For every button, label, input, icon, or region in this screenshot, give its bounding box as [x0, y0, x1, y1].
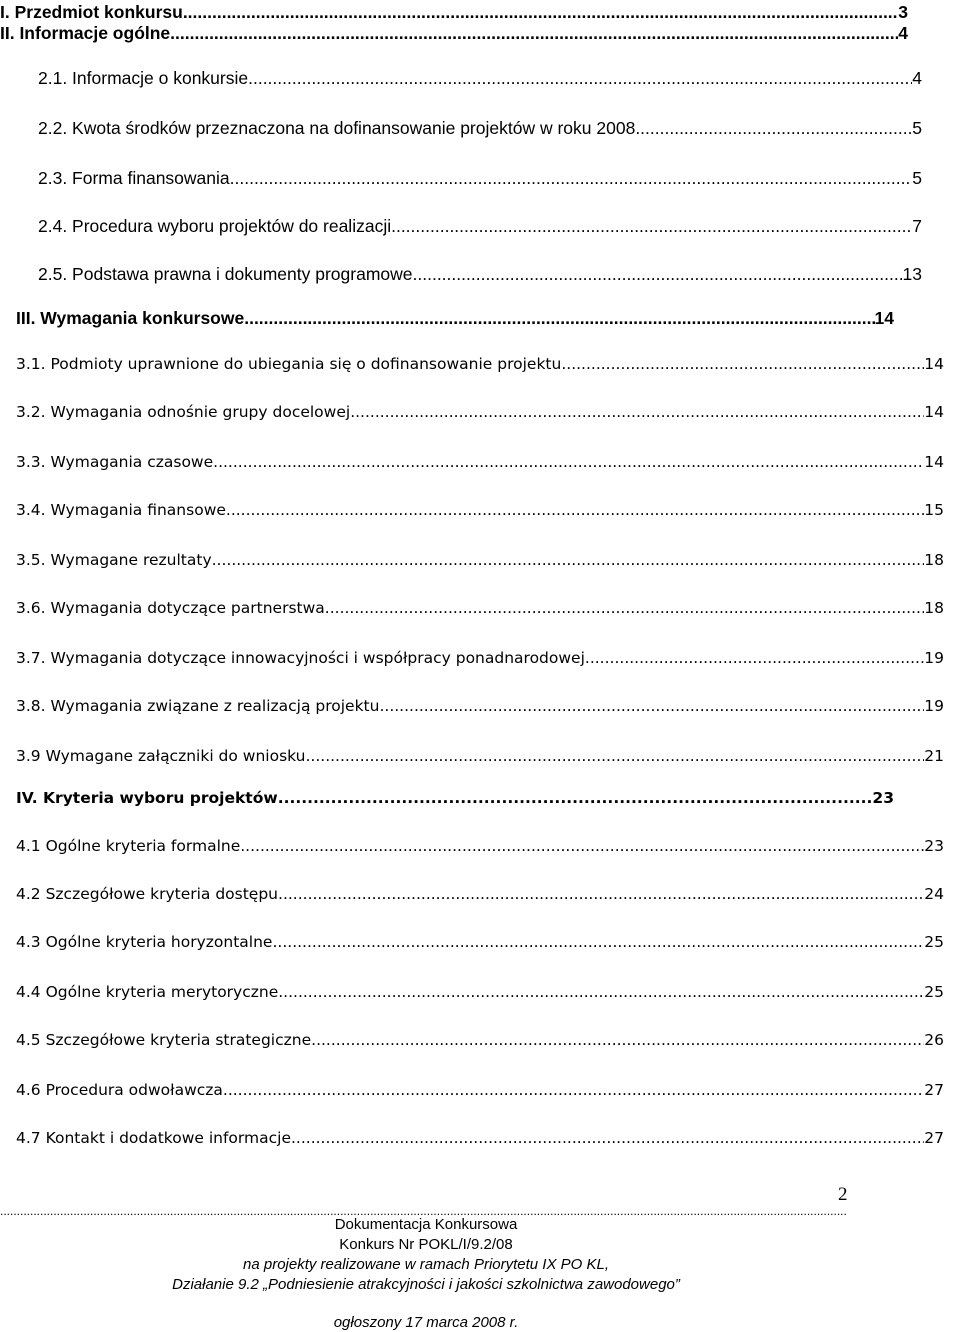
- toc-dot-leader: [272, 930, 924, 954]
- toc-dot-leader: [306, 744, 925, 768]
- page-number: 2: [838, 1184, 848, 1205]
- toc-entry: [16, 548, 944, 572]
- toc-entry-title: II. Informacje ogólne: [0, 23, 171, 43]
- footer-action: Działanie 9.2 „Podniesienie atrakcyjności i jakości szkolnictwa zawodowego”: [172, 1276, 680, 1293]
- toc-dot-leader: [391, 214, 912, 238]
- toc-entry: [38, 166, 922, 190]
- toc-dot-leader: [213, 450, 924, 474]
- toc-entry: [16, 980, 944, 1004]
- toc-entry: [16, 930, 944, 954]
- toc-dot-leader: [212, 548, 925, 572]
- toc-entry-page: 5: [912, 118, 922, 138]
- toc-dot-leader: [240, 834, 924, 858]
- toc-dot-leader: [244, 306, 874, 330]
- toc-entry: [16, 694, 944, 718]
- toc-entry-title: 2.4. Procedura wyboru projektów do realizacji: [38, 216, 392, 236]
- toc-dot-leader: [248, 66, 912, 90]
- footer-announced-date: ogłoszony 17 marca 2008 r.: [333, 1314, 519, 1331]
- toc-entry-page: 19: [924, 697, 944, 715]
- toc-entry-page: 21: [924, 747, 944, 765]
- toc-entry-title: 2.1. Informacje o konkursie: [38, 68, 249, 88]
- toc-entry-page: 18: [924, 551, 944, 569]
- toc-entry-title: 4.5 Szczegółowe kryteria strategiczne: [16, 1031, 312, 1049]
- toc-entry-page: 25: [924, 933, 944, 951]
- toc-entry-title: 2.5. Podstawa prawna i dokumenty programowe.: [38, 264, 418, 284]
- toc-entry: [16, 1028, 944, 1052]
- toc-entry: [16, 450, 944, 474]
- toc-entry-page: 14: [924, 403, 944, 421]
- toc-entry-title: 3.5. Wymagane rezultaty: [16, 551, 212, 569]
- toc-entry: [16, 400, 944, 424]
- toc-entry: [16, 306, 894, 330]
- toc-entry-page: 15: [924, 501, 944, 519]
- toc-entry: [16, 882, 944, 906]
- toc-entry: [38, 116, 922, 140]
- toc-entry: [16, 596, 944, 620]
- toc-dot-leader: [230, 166, 913, 190]
- toc-entry-page: 3: [898, 2, 908, 22]
- toc-dot-leader: [223, 1078, 924, 1102]
- toc-entry-page: 18: [924, 599, 944, 617]
- toc-dot-leader: [278, 980, 924, 1004]
- toc-entry: [16, 498, 944, 522]
- toc-entry-page: 23: [924, 837, 944, 855]
- toc-entry: [16, 744, 944, 768]
- toc-entry-page: 26: [924, 1031, 944, 1049]
- toc-entry: [16, 646, 944, 670]
- footer-doc-title: Dokumentacja Konkursowa: [334, 1216, 518, 1233]
- toc-entry-title: 3.2. Wymagania odnośnie grupy docelowej: [16, 403, 351, 421]
- toc-entry-title: 4.6 Procedura odwoławcza: [16, 1081, 223, 1099]
- toc-dot-leader: [635, 116, 912, 140]
- toc-entry-title: 4.3 Ogólne kryteria horyzontalne: [16, 933, 273, 951]
- toc-entry-title: 3.9 Wymagane załączniki do wniosku: [16, 747, 306, 765]
- toc-entry-title: 3.6. Wymagania dotyczące partnerstwa: [16, 599, 325, 617]
- toc-entry-page: 23: [872, 789, 894, 807]
- toc-entry-page: 14: [874, 308, 894, 328]
- toc-dot-leader: [561, 352, 924, 376]
- toc-entry-page: 27: [924, 1081, 944, 1099]
- footer-contest-number: Konkurs Nr POKL/I/9.2/08: [339, 1236, 513, 1253]
- toc-entry-page: 14: [924, 355, 944, 373]
- toc-dot-leader: [350, 400, 924, 424]
- toc-entry: [38, 66, 922, 90]
- toc-entry: [16, 786, 894, 810]
- toc-entry: [38, 262, 922, 286]
- toc-entry-page: 27: [924, 1129, 944, 1147]
- footer-priority: na projekty realizowane w ramach Priorytetu IX PO KL,: [243, 1256, 609, 1273]
- toc-entry-page: 24: [924, 885, 944, 903]
- toc-entry: [16, 834, 944, 858]
- toc-entry-title: 4.2 Szczegółowe kryteria dostępu: [16, 885, 279, 903]
- toc-entry-page: 5: [912, 168, 922, 188]
- toc-dot-leader: [278, 786, 873, 810]
- toc-dot-leader: [311, 1028, 924, 1052]
- toc-entry-title: 3.7. Wymagania dotyczące innowacyjności i współpracy ponadnarodowej: [16, 649, 585, 667]
- toc-entry-title: III. Wymagania konkursowe: [16, 308, 245, 328]
- toc-entry-title: 2.3. Forma finansowania: [38, 168, 230, 188]
- toc-entry-page: 14: [924, 453, 944, 471]
- toc-entry: [16, 352, 944, 376]
- toc-entry-title: 4.4 Ogólne kryteria merytoryczne: [16, 983, 279, 1001]
- toc-entry: [16, 1078, 944, 1102]
- toc-entry-title: 4.1 Ogólne kryteria formalne: [16, 837, 241, 855]
- toc-dot-leader: [379, 694, 924, 718]
- toc-entry-page: 4: [898, 23, 908, 43]
- toc-entry-title: I. Przedmiot konkursu: [0, 2, 183, 22]
- toc-entry-page: 19: [924, 649, 944, 667]
- toc-entry-title: 3.4. Wymagania finansowe: [16, 501, 226, 519]
- toc-dot-leader: [170, 21, 898, 45]
- toc-entry-title: 3.8. Wymagania związane z realizacją projektu: [16, 697, 380, 715]
- toc-entry-title: 3.3. Wymagania czasowe: [16, 453, 214, 471]
- toc-entry-title: 4.7 Kontakt i dodatkowe informacje: [16, 1129, 291, 1147]
- toc-entry-page: 7: [912, 216, 922, 236]
- toc-entry-title: 3.1. Podmioty uprawnione do ubiegania się o dofinansowanie projektu: [16, 355, 562, 373]
- toc-entry: [38, 214, 922, 238]
- toc-entry-page: 13: [902, 264, 922, 284]
- toc-dot-leader: [278, 882, 924, 906]
- toc-dot-leader: [325, 596, 924, 620]
- toc-dot-leader: [585, 646, 924, 670]
- toc-entry-page: 4: [912, 68, 922, 88]
- toc-entry-title: IV. Kryteria wyboru projektów: [16, 789, 278, 807]
- toc-entry: [0, 21, 908, 45]
- toc-entry-title: 2.2. Kwota środków przeznaczona na dofinansowanie projektów w roku 2008: [38, 118, 636, 138]
- toc-entry-page: 25: [924, 983, 944, 1001]
- toc-dot-leader: [417, 262, 902, 286]
- toc-dot-leader: [291, 1126, 924, 1150]
- toc-dot-leader: [226, 498, 924, 522]
- toc-entry: [16, 1126, 944, 1150]
